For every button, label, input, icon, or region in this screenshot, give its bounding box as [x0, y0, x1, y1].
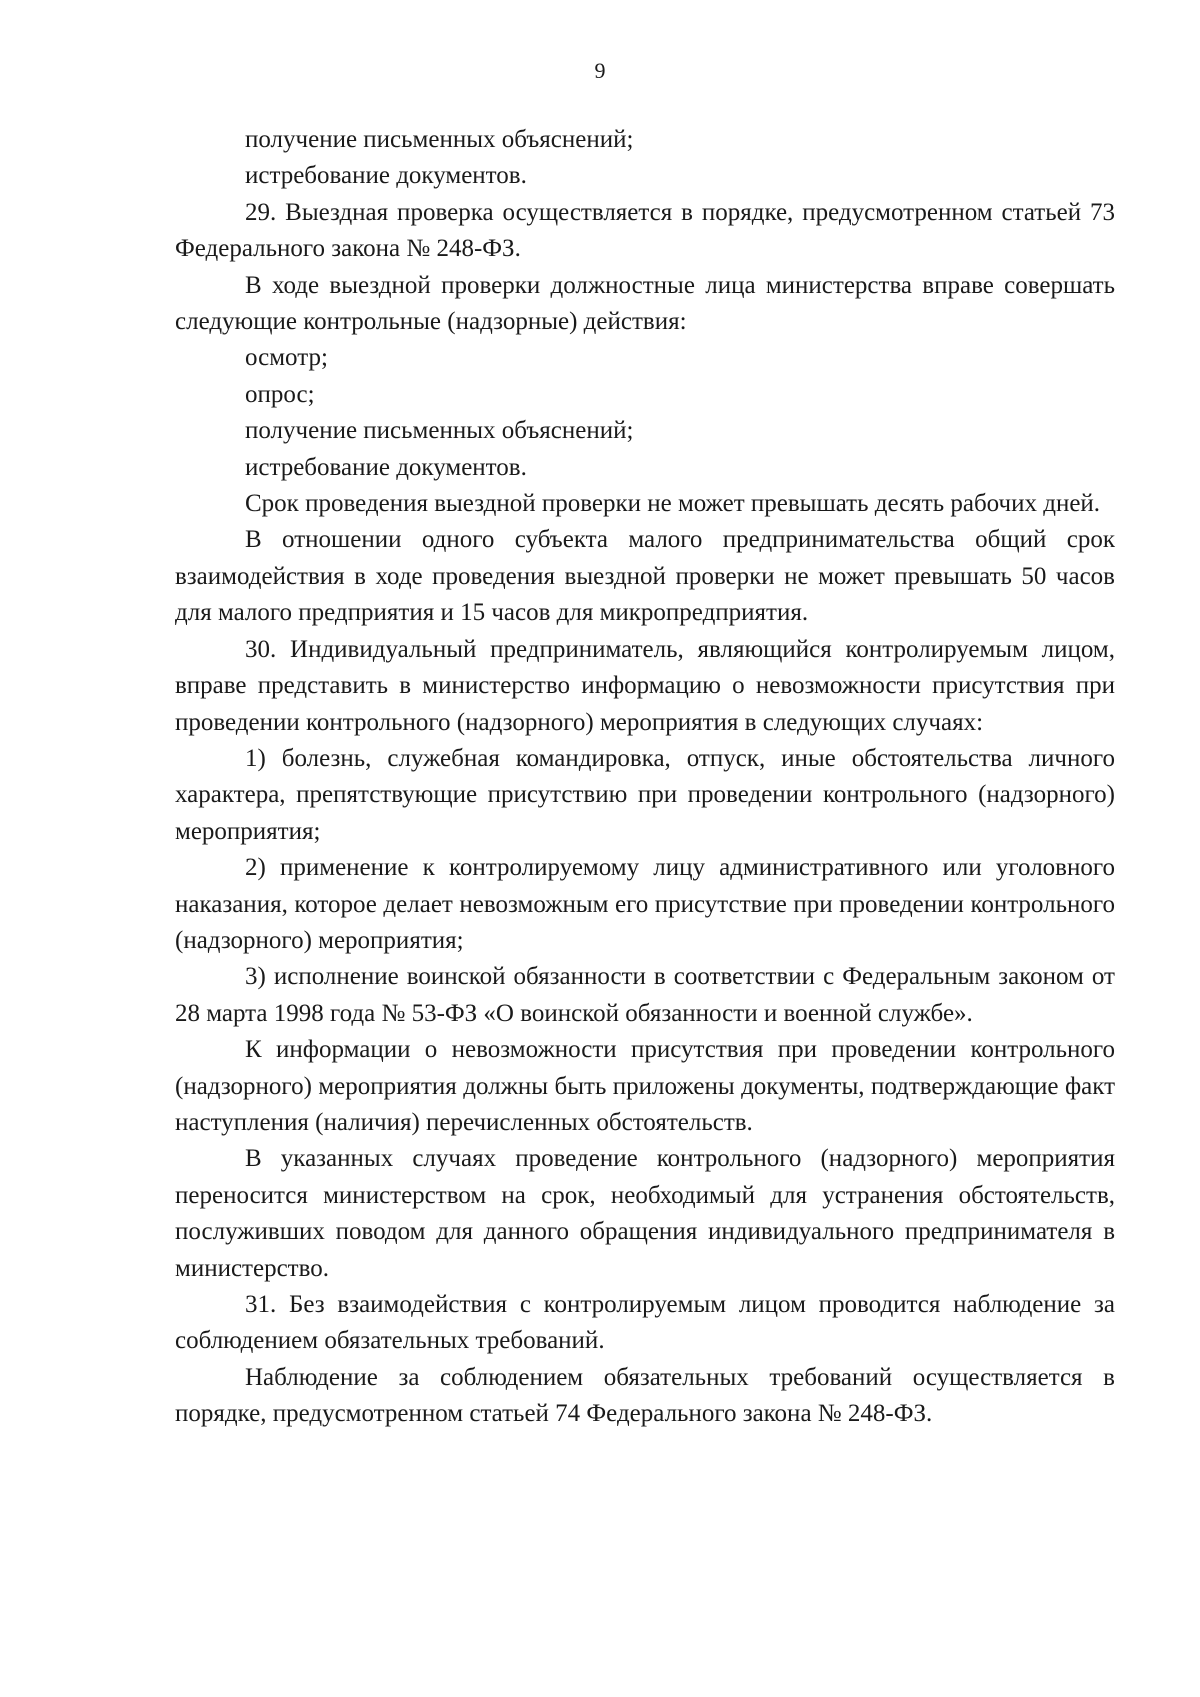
- list-item: 1) болезнь, служебная командировка, отпуск, иные обстоятельства личного характера, препятствующие присутствию при проведении контрольного (надзорного) мероприятия;: [175, 744, 1115, 845]
- document-body: [175, 122, 1115, 1433]
- paragraph: Срок проведения выездной проверки не может превышать десять рабочих дней.: [245, 490, 1101, 518]
- list-item: истребование документов.: [245, 453, 527, 481]
- paragraph: Наблюдение за соблюдением обязательных требований осуществляется в порядке, предусмотренном статьей 74 Федерального закона № 248-ФЗ.: [175, 1363, 1115, 1428]
- paragraph-31: 31. Без взаимодействия с контролируемым лицом проводится наблюдение за соблюдением обязательных требований.: [175, 1291, 1115, 1355]
- list-item: получение письменных объяснений;: [245, 417, 634, 445]
- list-item: осмотр;: [245, 344, 328, 372]
- paragraph: К информации о невозможности присутствия при проведении контрольного (надзорного) мероприятия должны быть приложены документы, подтверждающие факт наступления (наличия) перечисленных обстоятельств.: [175, 1036, 1115, 1136]
- paragraph: В указанных случаях проведение контрольного (надзорного) мероприятия переносится министерством на срок, необходимый для устранения обстоятельств, послуживших поводом для данного обращения индивидуального предпринимателя в министерство.: [175, 1145, 1115, 1282]
- page-number: 9: [594, 58, 606, 83]
- list-item: 2) применение к контролируемому лицу административного или уголовного наказания, которое делает невозможным его присутствие при проведении контрольного (надзорного) мероприятия;: [175, 854, 1115, 954]
- paragraph: В ходе выездной проверки должностные лица министерства вправе совершать следующие контрольные (надзорные) действия:: [175, 271, 1115, 336]
- list-item: опрос;: [245, 380, 315, 408]
- list-item: истребование документов.: [245, 162, 527, 190]
- list-item: получение письменных объяснений;: [245, 126, 634, 153]
- paragraph-30: 30. Индивидуальный предприниматель, являющийся контролируемым лицом, вправе представить в министерство информацию о невозможности присутствия при проведении контрольного (надзорного) мероприятия в следующих случаях:: [175, 635, 1115, 736]
- list-item: 3) исполнение воинской обязанности в соответствии с Федеральным законом от 28 марта 1998 года № 53-ФЗ «О воинской обязанности и военной службе».: [175, 963, 1115, 1027]
- paragraph: В отношении одного субъекта малого предпринимательства общий срок взаимодействия в ходе проведения выездной проверки не может превышать 50 часов для малого предприятия и 15 часов для микропредприятия.: [175, 526, 1115, 627]
- paragraph-29: 29. Выездная проверка осуществляется в порядке, предусмотренном статьей 73 Федерального закона № 248-ФЗ.: [175, 198, 1115, 263]
